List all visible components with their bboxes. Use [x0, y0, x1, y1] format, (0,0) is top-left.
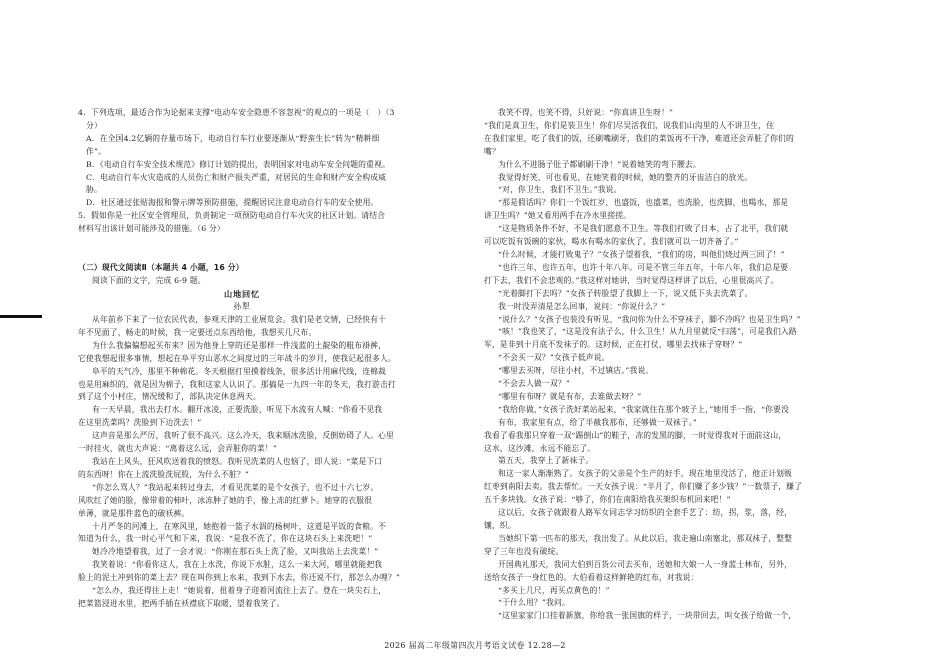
paragraph-line: 到了这个小村庄，情况缓和了，部队决定休息两天。 [78, 392, 261, 402]
paragraph-line: 可以吃饭有饭碗的家伙，喝水有喝水的家伙了，我们就可以一切齐备了。” [484, 237, 739, 247]
paragraph-line: 五千多块钱。女孩子说：“够了，你们在南阳给我买架织布机回来吧！” [484, 495, 731, 505]
q4-option-c: C．电动自行车火灾造成的人员伤亡和财产损失严重，对居民的生命和财产安全构成威 [86, 172, 387, 182]
paragraph-line: 这声音是那么严厉，我听了很不高兴。这么冷天，我来顺冰洗脸，反倒妨碍了人。心里 [92, 431, 394, 441]
section-header [78, 262, 406, 314]
q4-option-d: D．社区通过张贴海报和警示牌等预防措施，提醒居民注意电动自行车的安全使用。 [86, 198, 379, 208]
paragraph-line: 它使我想起很多事情，想起在阜平穷山恶水之间度过的三年战斗的岁月，使我记起很多人。 [78, 353, 396, 363]
q4-option-a: A．在全国4.2亿辆的存量市场下，电动自行车行业要逐渐从“野蛮生长”转为“精耕细 [86, 133, 380, 143]
paragraph-line: 穿了三年也没有破绽。 [484, 546, 564, 556]
paragraph-line: “哪里去买呀，尽往小村，不过镇店。”我说。 [498, 366, 654, 376]
paragraph-line: 当她织下第一匹布的那天，我出发了。从此以后，我走遍山南塞北，那双袜子，整整 [498, 533, 793, 543]
paragraph-line: 年不见面了，畅走的时候，我一定要送点东西给他，我想买几尺布。 [78, 327, 317, 337]
paragraph-line: 一时挂火，就也大声说：“离着这么远，会弄脏你的菜！” [78, 444, 277, 454]
paragraph-line: 和这一家人渐渐熟了。女孩子的父亲是个生产的好手，现在地里没活了，他正计划贩 [498, 469, 793, 479]
paragraph-line: 知道为什么，我一时心平气和下来，我说：“是我不洗了，你在这块石头上来洗吧！” [78, 534, 373, 544]
paragraph-line: 的东西呀！你在上流洗脸洗屁股，为什么不脏？” [78, 469, 250, 479]
margin-bar [0, 315, 42, 318]
paragraph-line: 第五天，我穿上了新袜子。 [498, 456, 594, 466]
paragraph-line: 红枣到南阳去卖。我去帮忙。一天女孩子说：“半月了，你们赚了多少钱？”一数票子，赚了 [484, 482, 803, 492]
paragraph-line: “怎么办，我还得往上走！”她说着，扭着身子迎着河流往上去了。登在一块尖石上， [92, 586, 387, 596]
paragraph-line: 从年前乡下来了一位农民代表，参观天津的工业展览会。我们是老交情，已经快有十 [92, 315, 387, 324]
paragraph-line: 在我们家里，吃了我们的饭，还刷嘴刷牙，我们的菜饭再不干净，难道还会弄脏了你们的 [484, 133, 794, 143]
paragraph-line: “也许三年，也许五年，也许十年八年。可是不管三年五年，十年八年，我们总是要 [498, 262, 789, 272]
paragraph-line: 开国典礼那天，我同大伯到百货公司去买布，送她和大娘一人一身蓝士林布，另外， [498, 559, 793, 569]
paragraph-line: 单薄，就是那件蓝色的破袄裤。 [78, 508, 190, 518]
paragraph-line: 有布，我家里有点，给了半截我那布，还够做一双袜子。” [498, 417, 697, 427]
paragraph-line: 镶，织。 [484, 521, 516, 530]
paragraph-line: “不会去人做一双？” [498, 379, 570, 389]
paragraph-line: “不会买一双？”女孩子低声说。 [498, 353, 610, 363]
article-body-right [484, 107, 814, 623]
paragraph-line: 她冷冷地望着我，过了一会才说：“你刚在那石头上洗了脸，又叫我站上去洗菜！” [92, 547, 379, 557]
q5-line: 5．假如你是一社区安全管理员，负责制定一项预防电动自行车火灾的社区计划。请结合 [78, 211, 386, 220]
paragraph-line: 打下去，我们不会悲观的。”我这样对她讲，当时觉得这样讲了以后，心里很高兴了。 [484, 275, 779, 285]
section-instruction: 阅读下面的文字，完成 6-9 题。 [92, 275, 206, 285]
q4-line: 作”。 [86, 146, 107, 156]
article-title: 山地回忆 [224, 288, 260, 299]
paragraph-line: 风吹红了她的脸，像带着的柿叶，冰冻肿了她的手，像上冻的红萝卜。她穿的衣服很 [78, 495, 373, 505]
paragraph-line: 我笑不得，也笑不得，只好说：“你真讲卫生呀！” [498, 108, 674, 117]
paragraph-line: “对，你卫生，我们不卫生。”我说。 [498, 185, 622, 195]
q4-line: 4．下列选项，最适合作为论据来支撑“电动车安全隐患不容忽视”的观点的一项是（ ）（3 [78, 108, 395, 117]
paragraph-line: “这是物质条件不好，不是我们愿意不卫生。等我们打败了日本，占了北平，我们就 [498, 224, 789, 234]
paragraph-line: 为什么不进肠子肚子都刷刷干净！”说着她笑的弯下腰去。 [498, 159, 701, 169]
article-author: 孙犁 [233, 301, 251, 311]
paragraph-line: 讲卫生吗？”她又看用两手在冷水里搓搓。 [484, 211, 632, 221]
paragraph-line: 嘴？ [484, 146, 500, 156]
paragraph-line: 我觉得好笑，可也看见，在她笑着的时候，她的整齐的牙齿洁白的放光。 [498, 172, 753, 182]
paragraph-line: 我看了看我那只穿着一双“踢倒山”的鞋子，冻的发黑的脚，一时觉得我对于面前这山， [484, 430, 787, 440]
paragraph-line: 为什么我偏偏想起买布来？因为他身上穿的还是那样一件浅蓝的土靛染的粗布褂裤， [92, 340, 387, 350]
paragraph-line: 我一时没弄清是怎么回事，说问：“你说什么？” [498, 301, 666, 311]
paragraph-line: 这水，这沙滩，永远不能忘了。 [484, 443, 596, 453]
paragraph-line: 阜平的天气冷，那里不种棉花。冬天根据打里摸着线条，很多活计用麻代线，连棉裁 [92, 366, 387, 376]
paragraph-line: 这以后，女孩子就跟着人路军女同志学习纺织的全套手艺了：纺，拐，浆，落，经， [498, 508, 793, 518]
paragraph-line: 送给女孩子一身红色的。大伯看着这样鲜艳的红布，对我说： [484, 572, 699, 582]
paragraph-line: 在这里洗菜吗？洗脸到下边洗去！” [78, 418, 202, 428]
paragraph-line: 十月严冬的河滩上，在寒风里，她抱着一篮子水泅的杨树叶，这道是平饭的食粮。不 [92, 521, 387, 531]
question-4 [78, 107, 406, 210]
paragraph-line: 有一天早晨，我出去打水。翻开冰凌，正要洗脸，听见下水流有人喊：“你看不见我 [92, 405, 383, 415]
q4-line: 胁。 [86, 185, 102, 195]
paragraph-line: 把菜篮浸进水里，把两手插在袄襟底下取暖，望着我笑了。 [78, 598, 285, 608]
paragraph-line: “咳！”我也笑了，“这是没有法子么，什么卫生！从九月里就反“扫荡”，可是我们入路 [498, 327, 797, 337]
paragraph-line: “哪里有布呀？就是有布，去谁做去呀？” [498, 391, 642, 401]
paragraph-line: “干什么用？”我问。 [498, 598, 570, 608]
paragraph-line: 也是用麻织的，就是因为棉子，我和这家人认识了。那搞是一九四一年的冬天，我打游击打 [78, 379, 396, 389]
paragraph-line: “什么时候，才能打败鬼子？”女孩子望着我，“我们的房，叫他们烧过两三回了！” [498, 249, 785, 259]
page-footer: 2026 届高二年级第四次月考语文试卷 12.28—2 [384, 641, 566, 650]
q5-line: 材料写出该计划可能涉及的措施。（6 分） [78, 223, 225, 233]
paragraph-line: “我们是真卫生，你们是装卫生！你们尽吴活我们，说我们山沟里的人不讲卫生，住 [484, 120, 775, 130]
paragraph-line: “光着脚打下去吗？”女孩子转脸望了我脚上一下，说又低下头去洗菜了。 [498, 288, 753, 298]
paragraph-line: “那是假话吗？你们一个饭红岁，也盛饭，也盛菜，也洗脸，也洗脚，也喝水，那是 [498, 198, 789, 208]
paragraph-line: “说什么？”女孩子也装没有听见，“我问你为什么不穿袜子，脚不冷吗？也是卫生吗？” [498, 314, 801, 324]
article-body-left [78, 314, 406, 611]
paragraph-line: 我站在上风头，狂风吹送着我的愤怒。我听见洗菜的人也恼了，即人说：“菜是下口 [92, 456, 383, 466]
paragraph-line: “你怎么骂人？”我站起来转过身去，才看见洗菜的是个女孩子，也不过十六七岁。 [92, 482, 379, 492]
question-5 [78, 210, 406, 236]
paragraph-line: 军，是非到十月底不发袜子的。这时候，正在打仗，哪里去找袜子穿呀？” [484, 340, 743, 350]
q4-line: 分） [86, 120, 102, 130]
paragraph-line: “这里家家门口挂着新旗，你给我一张国旗的样子，一块带回去，叫女孩子给做一个， [498, 611, 797, 621]
paragraph-line: 我笑着说：“你看你这人，我在上水洗，你说下水脏，这么一来大河，哪里就能把我 [92, 560, 383, 570]
section-heading: （二）现代文阅读Ⅱ（本题共 4 小题，16 分） [78, 263, 244, 272]
paragraph-line: “多买上几尺，再买点黄色的！” [498, 585, 610, 595]
paragraph-line: 脸上的泥土冲到你的菜上去？现在叫你到上水来，我到下水去，你还说不行，那怎么办哩？” [78, 573, 401, 583]
q4-option-b: B．《电动自行车安全技术规范》修订计划的提出，表明国家对电动车安全问题的重视。 [86, 159, 390, 169]
paragraph-line: “我给你做，”女孩子洗好菜站起来，“我家就住在那个坡子上，”她用手一指，“你要没 [498, 404, 790, 414]
